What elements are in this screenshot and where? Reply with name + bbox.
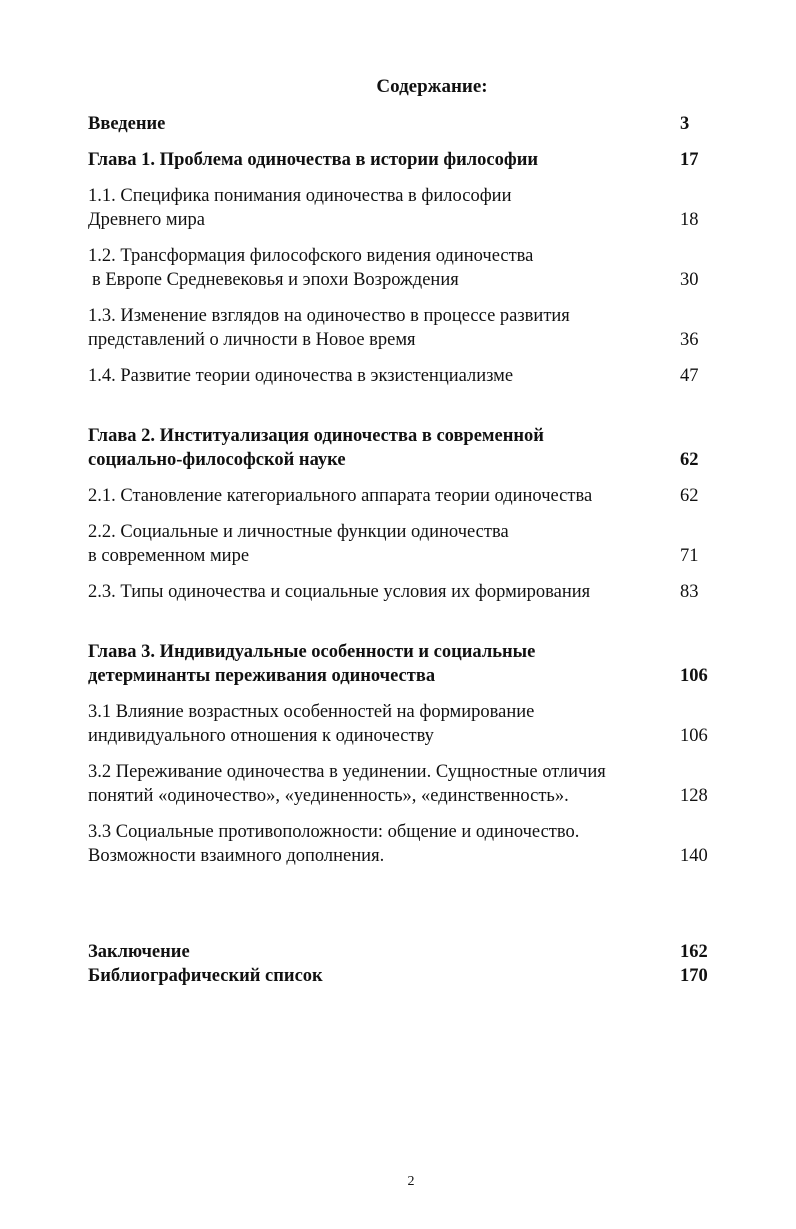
page-number: 2 [407,1174,415,1189]
entry-text-line-2: Древнего мира [88,210,205,230]
entry-text-line-2: социально-философской науке [88,450,346,470]
toc-entry-section-2-3 [88,580,748,604]
entry-text-line-2: в Европе Средневековья и эпохи Возрождения [92,270,459,290]
entry-text-line-2: Возможности взаимного дополнения. [88,846,385,866]
toc-entry-section-3-2 [88,760,748,808]
toc-entry-section-1-1 [88,184,748,232]
entry-text-line-1: 1.2. Трансформация философского видения одиночества [88,246,534,266]
toc-entry-section-2-2 [88,520,748,568]
toc-title: Содержание: [376,76,488,97]
entry-page: 36 [680,330,699,350]
entry-text-line-2: представлений о личности в Новое время [88,330,416,350]
entry-page: 106 [680,726,708,746]
entry-page: 71 [680,546,699,566]
toc-entry-section-1-3 [88,304,748,352]
entry-page: 47 [680,366,699,386]
entry-text-line-1: 1.1. Специфика понимания одиночества в философии [88,186,512,206]
toc-entry-section-1-2 [88,244,748,292]
entry-page: 62 [680,450,699,470]
toc-entry-section-3-3 [88,820,748,868]
entry-text-line-2: детерминанты переживания одиночества [88,666,436,686]
toc-entry-section-1-4 [88,364,748,388]
entry-text-line-2: в современном мире [88,546,250,566]
toc-entry-section-2-1 [88,484,748,508]
entry-page: 106 [680,666,708,686]
entry-text-line-2: понятий «одиночество», «уединенность», «единственность». [88,786,569,806]
entry-text-line-1: 3.1 Влияние возрастных особенностей на формирование [88,702,535,722]
toc-entry-bibliography [88,964,748,988]
entry-page: 18 [680,210,699,230]
entry-text: Заключение [88,942,190,962]
entry-text-line-1: Глава 2. Институализация одиночества в современной [88,426,544,446]
entry-text: Введение [88,114,166,134]
entry-page: 83 [680,582,699,602]
entry-text-line-2: индивидуального отношения к одиночеству [88,726,434,746]
entry-text: 2.1. Становление категориального аппарата теории одиночества [88,486,593,506]
entry-text: 1.4. Развитие теории одиночества в экзистенциализме [88,366,514,386]
entry-text-line-1: Глава 3. Индивидуальные особенности и социальные [88,642,536,662]
entry-page: 62 [680,486,699,506]
entry-text-line-1: 3.3 Социальные противоположности: общение и одиночество. [88,822,580,842]
toc-entry-section-3-1 [88,700,748,748]
entry-text-line-1: 2.2. Социальные и личностные функции одиночества [88,522,509,542]
entry-page: 162 [680,942,708,962]
entry-page: 30 [680,270,699,290]
toc-entry-chapter-3 [88,640,748,688]
entry-page: 17 [680,150,699,170]
entry-text: Библиографический список [88,966,323,986]
entry-page: 3 [680,114,690,134]
toc-entry-introduction [88,112,748,136]
entry-text: Глава 1. Проблема одиночества в истории философии [88,150,539,170]
entry-text: 2.3. Типы одиночества и социальные условия их формирования [88,582,591,602]
toc-entry-conclusion [88,940,748,964]
entry-text-line-1: 1.3. Изменение взглядов на одиночество в процессе развития [88,306,570,326]
toc-entry-chapter-1 [88,148,748,172]
entry-text-line-1: 3.2 Переживание одиночества в уединении. Сущностные отличия [88,762,606,782]
entry-page: 140 [680,846,708,866]
toc-entry-chapter-2 [88,424,748,472]
entry-page: 170 [680,966,708,986]
entry-page: 128 [680,786,708,806]
